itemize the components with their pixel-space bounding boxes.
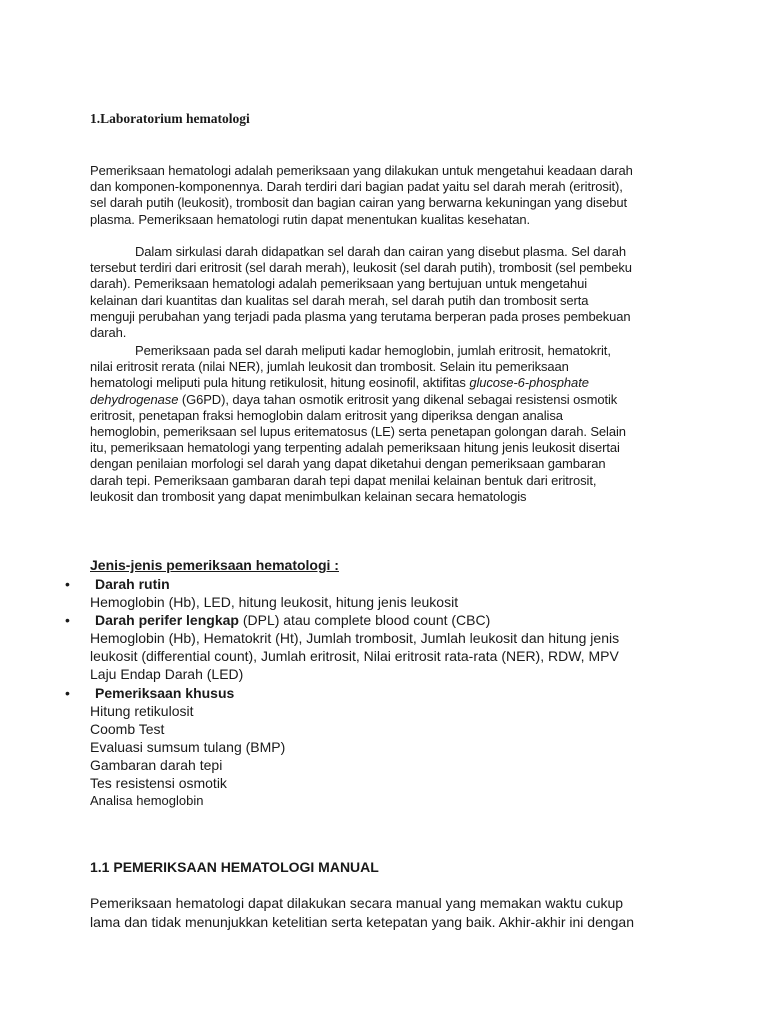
text-line: dengan penilaian morfologi sel darah yang dapat diketahui dengan pemeriksaan gambaran	[90, 456, 606, 472]
text-line: menguji perubahan yang terjadi pada plasma yang terutama berperan pada proses pembekuan	[90, 308, 631, 324]
paragraph-intro	[90, 163, 686, 228]
paragraph-sirkulasi	[90, 244, 686, 341]
bullet-detail: Tes resistensi osmotik	[90, 775, 227, 792]
text-line: tersebut terdiri dari eritrosit (sel darah merah), leukosit (sel darah putih), trombosit (sel pembeku	[90, 260, 632, 276]
text-line: leukosit dan trombosit yang dapat menimbulkan kelainan secara hematologis	[90, 488, 527, 504]
text-line: kelainan dari kuantitas dan kualitas sel darah merah, sel darah putih dan trombosit serta	[90, 292, 589, 308]
italic-term: dehydrogenase	[90, 391, 179, 407]
jenis-list	[65, 575, 710, 810]
bullet-icon: •	[65, 612, 70, 629]
text-segment: (G6PD), daya tahan osmotik eritrosit yang dikenal sebagai resistensi osmotik	[178, 391, 618, 407]
paragraph-manual	[90, 894, 700, 932]
jenis-heading: Jenis-jenis pemeriksaan hematologi :	[90, 557, 339, 573]
document-title: 1.Laboratorium hematologi	[90, 111, 250, 126]
bullet-detail: Evaluasi sumsum tulang (BMP)	[90, 738, 286, 755]
text-line: hemoglobin, pemeriksaan sel lupus eritematosus (LE) serta penetapan golongan darah. Selain	[90, 424, 626, 440]
bullet-detail: leukosit (differential count), Jumlah eritrosit, Nilai eritrosit rata-rata (NER), RDW, MPV	[90, 648, 619, 665]
bullet-detail: Hitung retikulosit	[90, 702, 194, 719]
bullet-item-darah-rutin	[65, 575, 710, 593]
bullet-detail: Analisa hemoglobin	[90, 793, 204, 809]
text-line	[90, 375, 686, 391]
text-line: dan komponen-komponennya. Darah terdiri dari bagian padat yaitu sel darah merah (eritrosit),	[90, 179, 623, 195]
text-line: darah tepi. Pemeriksaan gambaran darah tepi dapat menilai kelainan bentuk dari eritrosit,	[90, 472, 597, 488]
manual-heading: 1.1 PEMERIKSAAN HEMATOLOGI MANUAL	[90, 859, 379, 875]
text-segment: hematologi meliputi pula hitung retikulosit, hitung eosinofil, aktifitas	[90, 375, 470, 391]
text-line: lama dan tidak menunjukkan ketelitian serta ketepatan yang baik. Akhir-akhir ini dengan	[90, 914, 634, 930]
text-line: Pemeriksaan hematologi adalah pemeriksaan yang dilakukan untuk mengetahui keadaan darah	[90, 163, 633, 178]
bullet-title: Darah perifer lengkap	[95, 612, 239, 629]
text-line: darah). Pemeriksaan hematologi adalah pemeriksaan yang bertujuan untuk mengetahui	[90, 276, 588, 292]
italic-term: glucose-6-phosphate	[469, 375, 589, 391]
bullet-icon: •	[65, 684, 70, 701]
bullet-detail: Gambaran darah tepi	[90, 756, 223, 773]
text-line: Pemeriksaan pada sel darah meliputi kadar hemoglobin, jumlah eritrosit, hematokrit,	[135, 343, 611, 358]
text-line: darah.	[90, 325, 127, 341]
bullet-detail: Hemoglobin (Hb), LED, hitung leukosit, hitung jenis leukosit	[90, 594, 459, 611]
text-line: sel darah putih (leukosit), trombosit dan bagian cairan yang berwarna kekuningan yang disebut	[90, 195, 628, 211]
text-line: plasma. Pemeriksaan hematologi rutin dapat menentukan kualitas kesehatan.	[90, 211, 531, 227]
bullet-item-pemeriksaan-khusus	[65, 684, 710, 702]
bullet-title: Darah rutin	[95, 576, 170, 592]
bullet-detail: Coomb Test	[90, 720, 165, 737]
bullet-icon: •	[65, 576, 70, 592]
bullet-item-darah-perifer-lengkap	[65, 611, 710, 629]
bullet-detail: Laju Endap Darah (LED)	[90, 666, 244, 683]
paragraph-pemeriksaan-sel	[90, 343, 686, 505]
bullet-detail: Hemoglobin (Hb), Hematokrit (Ht), Jumlah trombosit, Jumlah leukosit dan hitung jenis	[90, 630, 620, 647]
text-line: Pemeriksaan hematologi dapat dilakukan secara manual yang memakan waktu cukup	[90, 895, 624, 911]
text-line	[90, 392, 686, 408]
bullet-title-suffix: (DPL) atau complete blood count (CBC)	[238, 612, 491, 629]
text-line: eritrosit, penetapan fraksi hemoglobin dalam eritrosit yang diperiksa dengan analisa	[90, 407, 563, 423]
text-line: nilai eritrosit rerata (nilai NER), jumlah leukosit dan trombosit. Selain itu pemeriksaan	[90, 359, 569, 375]
bullet-title: Pemeriksaan khusus	[95, 684, 235, 701]
text-line: itu, pemeriksaan hematologi yang terpenting adalah pemeriksaan hitung jenis leukosit disertai	[90, 440, 620, 456]
text-line: Dalam sirkulasi darah didapatkan sel darah dan cairan yang disebut plasma. Sel darah	[135, 244, 626, 259]
